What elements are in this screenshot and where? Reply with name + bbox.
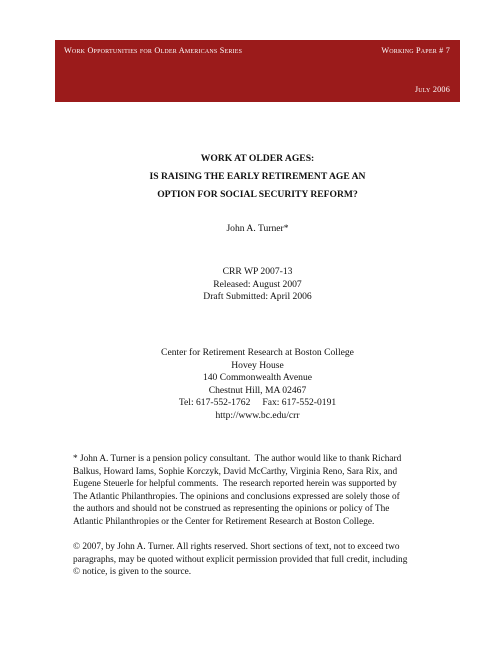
series-name: Work Opportunities for Older Americans Series xyxy=(64,46,243,55)
institution-phone-fax: Tel: 617-552-1762 Fax: 617-552-0191 xyxy=(178,397,337,408)
institution-url[interactable]: http://www.bc.edu/crr xyxy=(215,409,300,421)
title-line-3: OPTION FOR SOCIAL SECURITY REFORM? xyxy=(157,189,358,200)
footnote-line: The Atlantic Philanthropies. The opinions and conclusions expressed are solely those of xyxy=(73,491,400,502)
header-banner xyxy=(55,40,460,102)
title-line-2: IS RAISING THE EARLY RETIREMENT AGE AN xyxy=(149,171,366,182)
footnote-line: Atlantic Philanthropies or the Center for Retirement Research at Boston College. xyxy=(73,516,375,527)
footnote-line: Balkus, Howard Iams, Sophie Korczyk, David McCarthy, Virginia Reno, Sara Rix, and xyxy=(73,466,398,477)
title-line-1: WORK AT OLDER AGES: xyxy=(200,153,315,164)
copyright-line: © 2007, by John A. Turner. All rights reserved. Short sections of text, not to exceed two xyxy=(73,542,400,552)
institution-name: Center for Retirement Research at Boston College xyxy=(161,347,354,358)
copyright-line: paragraphs, may be quoted without explicit permission provided that full credit, including xyxy=(73,554,408,565)
author-footnote xyxy=(73,453,443,529)
working-paper-number: Working Paper # 7 xyxy=(381,46,450,55)
draft-date: Draft Submitted: April 2006 xyxy=(203,291,312,302)
copyright-line: © notice, is given to the source. xyxy=(73,567,192,578)
copyright-notice xyxy=(73,541,443,579)
release-date: Released: August 2007 xyxy=(213,278,302,290)
institution-address xyxy=(55,347,460,422)
paper-number: CRR WP 2007-13 xyxy=(222,266,293,277)
author-name: John A. Turner* xyxy=(226,223,289,234)
footnote-line: Eugene Steuerle for helpful comments. The research reported herein was supported by xyxy=(73,479,397,490)
paper-date: July 2006 xyxy=(414,85,450,94)
paper-title xyxy=(55,150,460,204)
paper-info xyxy=(55,266,460,304)
footnote-line: * John A. Turner is a pension policy consultant. The author would like to thank Richard xyxy=(73,454,402,464)
institution-building: Hovey House xyxy=(231,359,284,371)
institution-city: Chestnut Hill, MA 02467 xyxy=(208,384,307,396)
author-block xyxy=(55,223,460,236)
footnote-line: the authors and should not be construed as representing the opinions or policy of The xyxy=(73,504,390,515)
institution-street: 140 Commonwealth Avenue xyxy=(202,372,313,383)
